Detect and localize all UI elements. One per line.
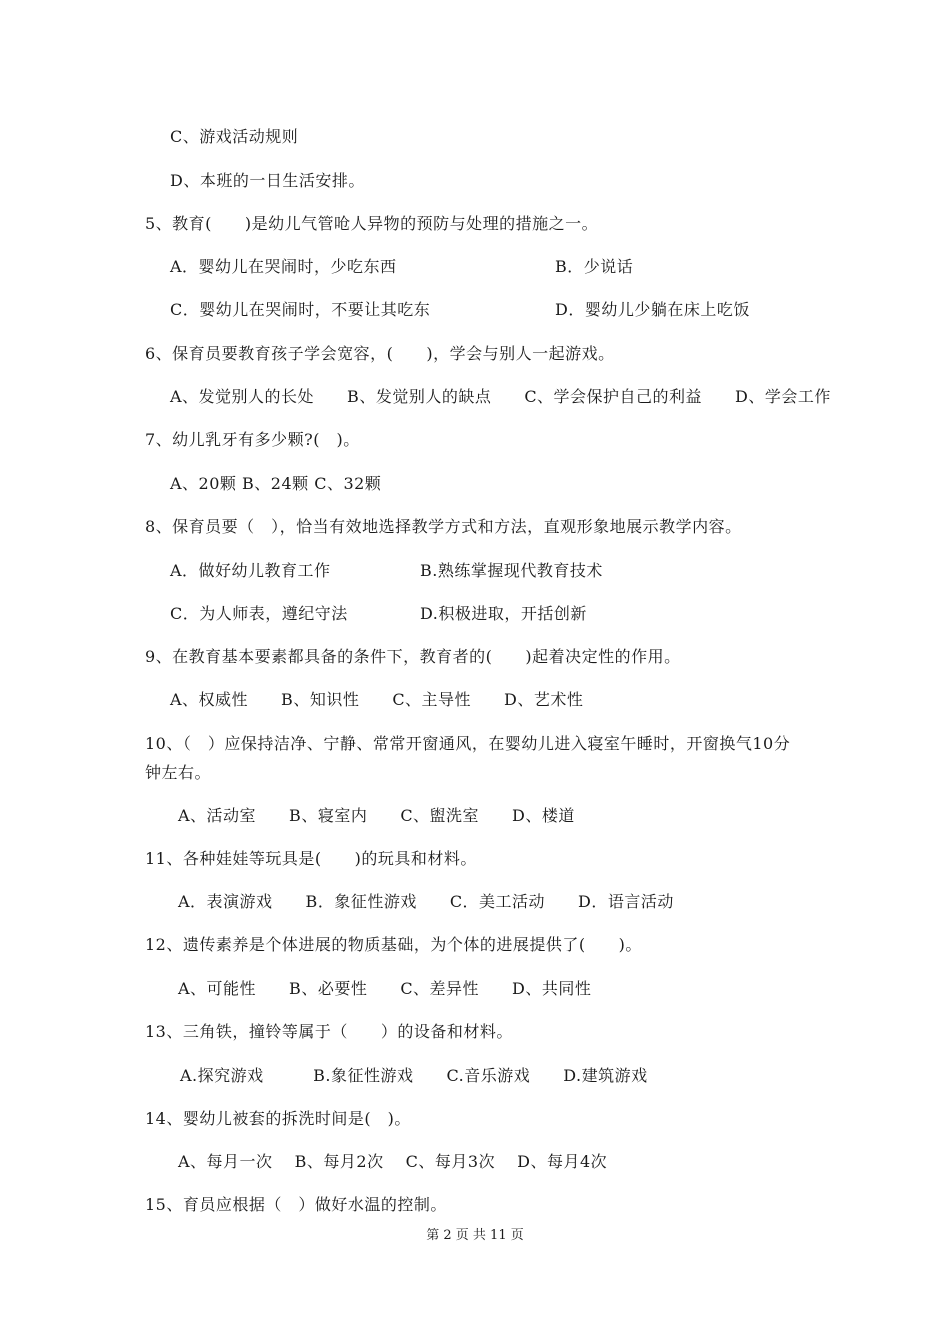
q5-option-d: D．婴幼儿少躺在床上吃饭 bbox=[555, 300, 750, 319]
q5-option-c: C．婴幼儿在哭闹时，不要让其吃东 bbox=[170, 300, 431, 319]
question-6: 6、保育员要教育孩子学会宽容，( )，学会与别人一起游戏。 bbox=[145, 344, 615, 363]
q8-option-d: D.积极进取，开括创新 bbox=[420, 604, 587, 623]
question-9: 9、在教育基本要素都具备的条件下，教育者的( )起着决定性的作用。 bbox=[145, 647, 681, 666]
q12-options: A、可能性 B、必要性 C、差异性 D、共同性 bbox=[178, 979, 592, 998]
question-13: 13、三角铁，撞铃等属于（ ）的设备和材料。 bbox=[145, 1022, 513, 1041]
q5-option-a: A．婴幼儿在哭闹时，少吃东西 bbox=[170, 257, 397, 276]
q14-options: A、每月一次 B、每月2次 C、每月3次 D、每月4次 bbox=[178, 1152, 608, 1171]
question-12: 12、遗传素养是个体进展的物质基础，为个体的进展提供了( )。 bbox=[145, 935, 642, 954]
q6-options: A、发觉别人的长处 B、发觉别人的缺点 C、学会保护自己的利益 D、学会工作 bbox=[170, 387, 831, 406]
q7-options: A、20颗 B、24颗 C、32颗 bbox=[170, 474, 382, 493]
question-5: 5、教育( )是幼儿气管呛人异物的预防与处理的措施之一。 bbox=[145, 214, 599, 233]
question-7: 7、幼儿乳牙有多少颗?( )。 bbox=[145, 430, 360, 449]
question-10-line-2: 钟左右。 bbox=[145, 763, 212, 782]
q10-options: A、活动室 B、寝室内 C、盥洗室 D、楼道 bbox=[178, 806, 575, 825]
page-number: 第 2 页 共 11 页 bbox=[426, 1228, 524, 1243]
question-10-line-1: 10、（ ）应保持洁净、宁静、常常开窗通风，在婴幼儿进入寝室午睡时，开窗换气10分 bbox=[145, 734, 791, 753]
q8-option-b: B.熟练掌握现代教育技术 bbox=[420, 561, 603, 580]
question-15: 15、育员应根据（ ）做好水温的控制。 bbox=[145, 1195, 447, 1214]
question-11: 11、各种娃娃等玩具是( )的玩具和材料。 bbox=[145, 849, 477, 868]
question-14: 14、婴幼儿被套的拆洗时间是( )。 bbox=[145, 1109, 411, 1128]
q13-options: A.探究游戏 B.象征性游戏 C.音乐游戏 D.建筑游戏 bbox=[180, 1066, 648, 1085]
q11-options: A．表演游戏 B．象征性游戏 C．美工活动 D．语言活动 bbox=[178, 892, 674, 911]
q8-option-c: C．为人师表，遵纪守法 bbox=[170, 604, 348, 623]
q5-option-b: B．少说话 bbox=[555, 257, 634, 276]
q4-option-d: D、本班的一日生活安排。 bbox=[170, 171, 365, 190]
q9-options: A、权威性 B、知识性 C、主导性 D、艺术性 bbox=[170, 690, 584, 709]
question-8: 8、保育员要（ ），恰当有效地选择教学方式和方法，直观形象地展示教学内容。 bbox=[145, 517, 742, 536]
q4-option-c: C、游戏活动规则 bbox=[170, 127, 299, 146]
q8-option-a: A．做好幼儿教育工作 bbox=[170, 561, 331, 580]
